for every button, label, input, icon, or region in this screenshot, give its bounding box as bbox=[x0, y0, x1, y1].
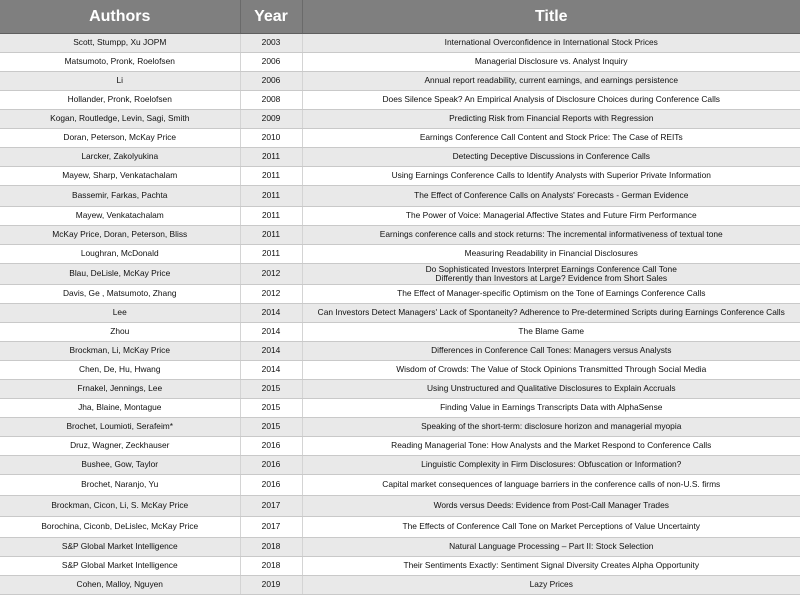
cell-title bbox=[302, 538, 800, 557]
table-header bbox=[0, 0, 800, 34]
table-row bbox=[0, 186, 800, 207]
cell-title bbox=[302, 304, 800, 323]
title-line: Linguistic Complexity in Firm Disclosures: Obfuscation or Information? bbox=[421, 459, 682, 470]
cell-title bbox=[302, 207, 800, 226]
cell-year: 2012 bbox=[240, 264, 302, 285]
table-row bbox=[0, 167, 800, 186]
cell-title bbox=[302, 418, 800, 437]
cell-title bbox=[302, 380, 800, 399]
title-line: Measuring Readability in Financial Disclosures bbox=[464, 248, 638, 259]
cell-authors: Loughran, McDonald bbox=[0, 245, 240, 264]
table-row bbox=[0, 517, 800, 538]
cell-authors: Matsumoto, Pronk, Roelofsen bbox=[0, 53, 240, 72]
cell-authors: S&P Global Market Intelligence bbox=[0, 557, 240, 576]
title-line: The Effect of Manager-specific Optimism on the Tone of Earnings Conference Calls bbox=[397, 288, 706, 299]
cell-year: 2014 bbox=[240, 361, 302, 380]
title-line: Their Sentiments Exactly: Sentiment Signal Diversity Creates Alpha Opportunity bbox=[403, 560, 700, 571]
table-row bbox=[0, 207, 800, 226]
cell-authors: Borochina, Ciconb, DeLislec, McKay Price bbox=[0, 517, 240, 538]
cell-title bbox=[302, 437, 800, 456]
cell-year: 2016 bbox=[240, 475, 302, 496]
cell-title bbox=[302, 285, 800, 304]
cell-authors: Zhou bbox=[0, 323, 240, 342]
cell-authors: Jha, Blaine, Montague bbox=[0, 399, 240, 418]
cell-authors: Druz, Wagner, Zeckhauser bbox=[0, 437, 240, 456]
table-row bbox=[0, 342, 800, 361]
cell-year: 2006 bbox=[240, 72, 302, 91]
table-row bbox=[0, 34, 800, 53]
table-row bbox=[0, 538, 800, 557]
cell-authors: Bushee, Gow, Taylor bbox=[0, 456, 240, 475]
cell-year: 2016 bbox=[240, 437, 302, 456]
cell-year: 2017 bbox=[240, 496, 302, 517]
cell-title bbox=[302, 167, 800, 186]
cell-title bbox=[302, 264, 800, 285]
title-line: Do Sophisticated Investors Interpret Earnings Conference Call Tone bbox=[425, 263, 677, 274]
cell-title bbox=[302, 557, 800, 576]
cell-year: 2015 bbox=[240, 399, 302, 418]
cell-year: 2003 bbox=[240, 34, 302, 53]
title-line: Wisdom of Crowds: The Value of Stock Opinions Transmitted Through Social Media bbox=[396, 364, 707, 375]
title-line: The Effect of Conference Calls on Analysts' Forecasts - German Evidence bbox=[414, 190, 689, 201]
cell-title bbox=[302, 342, 800, 361]
table-row bbox=[0, 129, 800, 148]
cell-year: 2014 bbox=[240, 342, 302, 361]
title-line: Can Investors Detect Managers' Lack of Spontaneity? Adherence to Pre-determined Scripts during Earnings Conference Calls bbox=[317, 307, 785, 318]
cell-authors: Brockman, Cicon, Li, S. McKay Price bbox=[0, 496, 240, 517]
table-row bbox=[0, 226, 800, 245]
title-line: Using Unstructured and Qualitative Disclosures to Explain Accruals bbox=[426, 383, 676, 394]
title-line: Differences in Conference Call Tones: Managers versus Analysts bbox=[431, 345, 672, 356]
cell-year: 2016 bbox=[240, 456, 302, 475]
cell-year: 2011 bbox=[240, 148, 302, 167]
cell-authors: Scott, Stumpp, Xu JOPM bbox=[0, 34, 240, 53]
cell-year: 2010 bbox=[240, 129, 302, 148]
cell-title bbox=[302, 399, 800, 418]
cell-year: 2012 bbox=[240, 285, 302, 304]
cell-authors: Doran, Peterson, McKay Price bbox=[0, 129, 240, 148]
title-line: Capital market consequences of language barriers in the conference calls of non-U.S. firms bbox=[382, 479, 721, 490]
title-line: The Blame Game bbox=[518, 326, 585, 337]
table-row bbox=[0, 53, 800, 72]
table-row bbox=[0, 148, 800, 167]
cell-title bbox=[302, 72, 800, 91]
title-line: Earnings conference calls and stock returns: The incremental informativeness of textual tone bbox=[379, 229, 723, 240]
cell-authors: Lee bbox=[0, 304, 240, 323]
header-row bbox=[0, 0, 800, 34]
table-row bbox=[0, 437, 800, 456]
cell-authors: Bassemir, Farkas, Pachta bbox=[0, 186, 240, 207]
title-line: International Overconfidence in International Stock Prices bbox=[444, 37, 658, 48]
table-row bbox=[0, 496, 800, 517]
table-row bbox=[0, 557, 800, 576]
cell-year: 2018 bbox=[240, 557, 302, 576]
table-row bbox=[0, 399, 800, 418]
cell-title bbox=[302, 34, 800, 53]
table-row bbox=[0, 456, 800, 475]
table-row bbox=[0, 475, 800, 496]
cell-authors: Kogan, Routledge, Levin, Sagi, Smith bbox=[0, 110, 240, 129]
title-line: Predicting Risk from Financial Reports with Regression bbox=[449, 113, 654, 124]
title-line: Using Earnings Conference Calls to Identify Analysts with Superior Private Information bbox=[391, 170, 711, 181]
cell-year: 2006 bbox=[240, 53, 302, 72]
cell-authors: Hollander, Pronk, Roelofsen bbox=[0, 91, 240, 110]
title-line: Words versus Deeds: Evidence from Post-Call Manager Trades bbox=[433, 500, 669, 511]
cell-authors: Frnakel, Jennings, Lee bbox=[0, 380, 240, 399]
cell-title bbox=[302, 496, 800, 517]
cell-authors: Brockman, Li, McKay Price bbox=[0, 342, 240, 361]
title-line: Earnings Conference Call Content and Stock Price: The Case of REITs bbox=[419, 132, 683, 143]
cell-title bbox=[302, 517, 800, 538]
table-row bbox=[0, 285, 800, 304]
cell-title bbox=[302, 53, 800, 72]
cell-year: 2019 bbox=[240, 576, 302, 595]
table-row bbox=[0, 72, 800, 91]
cell-authors: Larcker, Zakolyukina bbox=[0, 148, 240, 167]
cell-title bbox=[302, 110, 800, 129]
cell-authors: S&P Global Market Intelligence bbox=[0, 538, 240, 557]
cell-title bbox=[302, 361, 800, 380]
cell-year: 2009 bbox=[240, 110, 302, 129]
table-row bbox=[0, 110, 800, 129]
cell-title bbox=[302, 91, 800, 110]
cell-year: 2008 bbox=[240, 91, 302, 110]
cell-year: 2011 bbox=[240, 245, 302, 264]
header-year: Year bbox=[240, 0, 302, 34]
cell-year: 2018 bbox=[240, 538, 302, 557]
title-line: Detecting Deceptive Discussions in Conference Calls bbox=[452, 151, 650, 162]
cell-title bbox=[302, 456, 800, 475]
title-line: The Power of Voice: Managerial Affective States and Future Firm Performance bbox=[405, 210, 697, 221]
cell-title bbox=[302, 475, 800, 496]
title-line: Finding Value in Earnings Transcripts Data with AlphaSense bbox=[440, 402, 663, 413]
table-row bbox=[0, 361, 800, 380]
title-line: Lazy Prices bbox=[529, 579, 573, 590]
cell-title bbox=[302, 245, 800, 264]
cell-year: 2015 bbox=[240, 380, 302, 399]
cell-year: 2011 bbox=[240, 226, 302, 245]
cell-authors: Blau, DeLisle, McKay Price bbox=[0, 264, 240, 285]
cell-title bbox=[302, 226, 800, 245]
cell-year: 2011 bbox=[240, 186, 302, 207]
title-line: The Effects of Conference Call Tone on Market Perceptions of Value Uncertainty bbox=[402, 521, 700, 532]
cell-year: 2017 bbox=[240, 517, 302, 538]
cell-title bbox=[302, 186, 800, 207]
cell-authors: Li bbox=[0, 72, 240, 91]
cell-title bbox=[302, 323, 800, 342]
title-line: Managerial Disclosure vs. Analyst Inquiry bbox=[474, 56, 628, 67]
title-line: Annual report readability, current earnings, and earnings persistence bbox=[424, 75, 679, 86]
title-line: Does Silence Speak? An Empirical Analysis of Disclosure Choices during Conference Calls bbox=[382, 94, 720, 105]
cell-authors: Brochet, Loumioti, Serafeim* bbox=[0, 418, 240, 437]
cell-authors: Mayew, Venkatachalam bbox=[0, 207, 240, 226]
cell-authors: Davis, Ge , Matsumoto, Zhang bbox=[0, 285, 240, 304]
title-line: Natural Language Processing – Part II: Stock Selection bbox=[449, 541, 654, 552]
title-line: Differently than Investors at Large? Evidence from Short Sales bbox=[435, 273, 668, 283]
cell-title bbox=[302, 576, 800, 595]
header-title: Title bbox=[302, 0, 800, 34]
cell-title bbox=[302, 148, 800, 167]
cell-authors: Brochet, Naranjo, Yu bbox=[0, 475, 240, 496]
table-row bbox=[0, 264, 800, 285]
table-row bbox=[0, 91, 800, 110]
table-row bbox=[0, 245, 800, 264]
table-row bbox=[0, 380, 800, 399]
table-row bbox=[0, 304, 800, 323]
table-row bbox=[0, 323, 800, 342]
cell-year: 2014 bbox=[240, 304, 302, 323]
cell-title bbox=[302, 129, 800, 148]
cell-year: 2014 bbox=[240, 323, 302, 342]
table-body bbox=[0, 34, 800, 595]
cell-year: 2015 bbox=[240, 418, 302, 437]
title-line: Speaking of the short-term: disclosure horizon and managerial myopia bbox=[421, 421, 682, 432]
table-row bbox=[0, 576, 800, 595]
cell-year: 2011 bbox=[240, 167, 302, 186]
cell-authors: Mayew, Sharp, Venkatachalam bbox=[0, 167, 240, 186]
cell-authors: Cohen, Malloy, Nguyen bbox=[0, 576, 240, 595]
table-row bbox=[0, 418, 800, 437]
cell-authors: McKay Price, Doran, Peterson, Bliss bbox=[0, 226, 240, 245]
cell-year: 2011 bbox=[240, 207, 302, 226]
cell-authors: Chen, De, Hu, Hwang bbox=[0, 361, 240, 380]
title-line: Reading Managerial Tone: How Analysts and the Market Respond to Conference Calls bbox=[391, 440, 712, 451]
header-authors: Authors bbox=[0, 0, 240, 34]
